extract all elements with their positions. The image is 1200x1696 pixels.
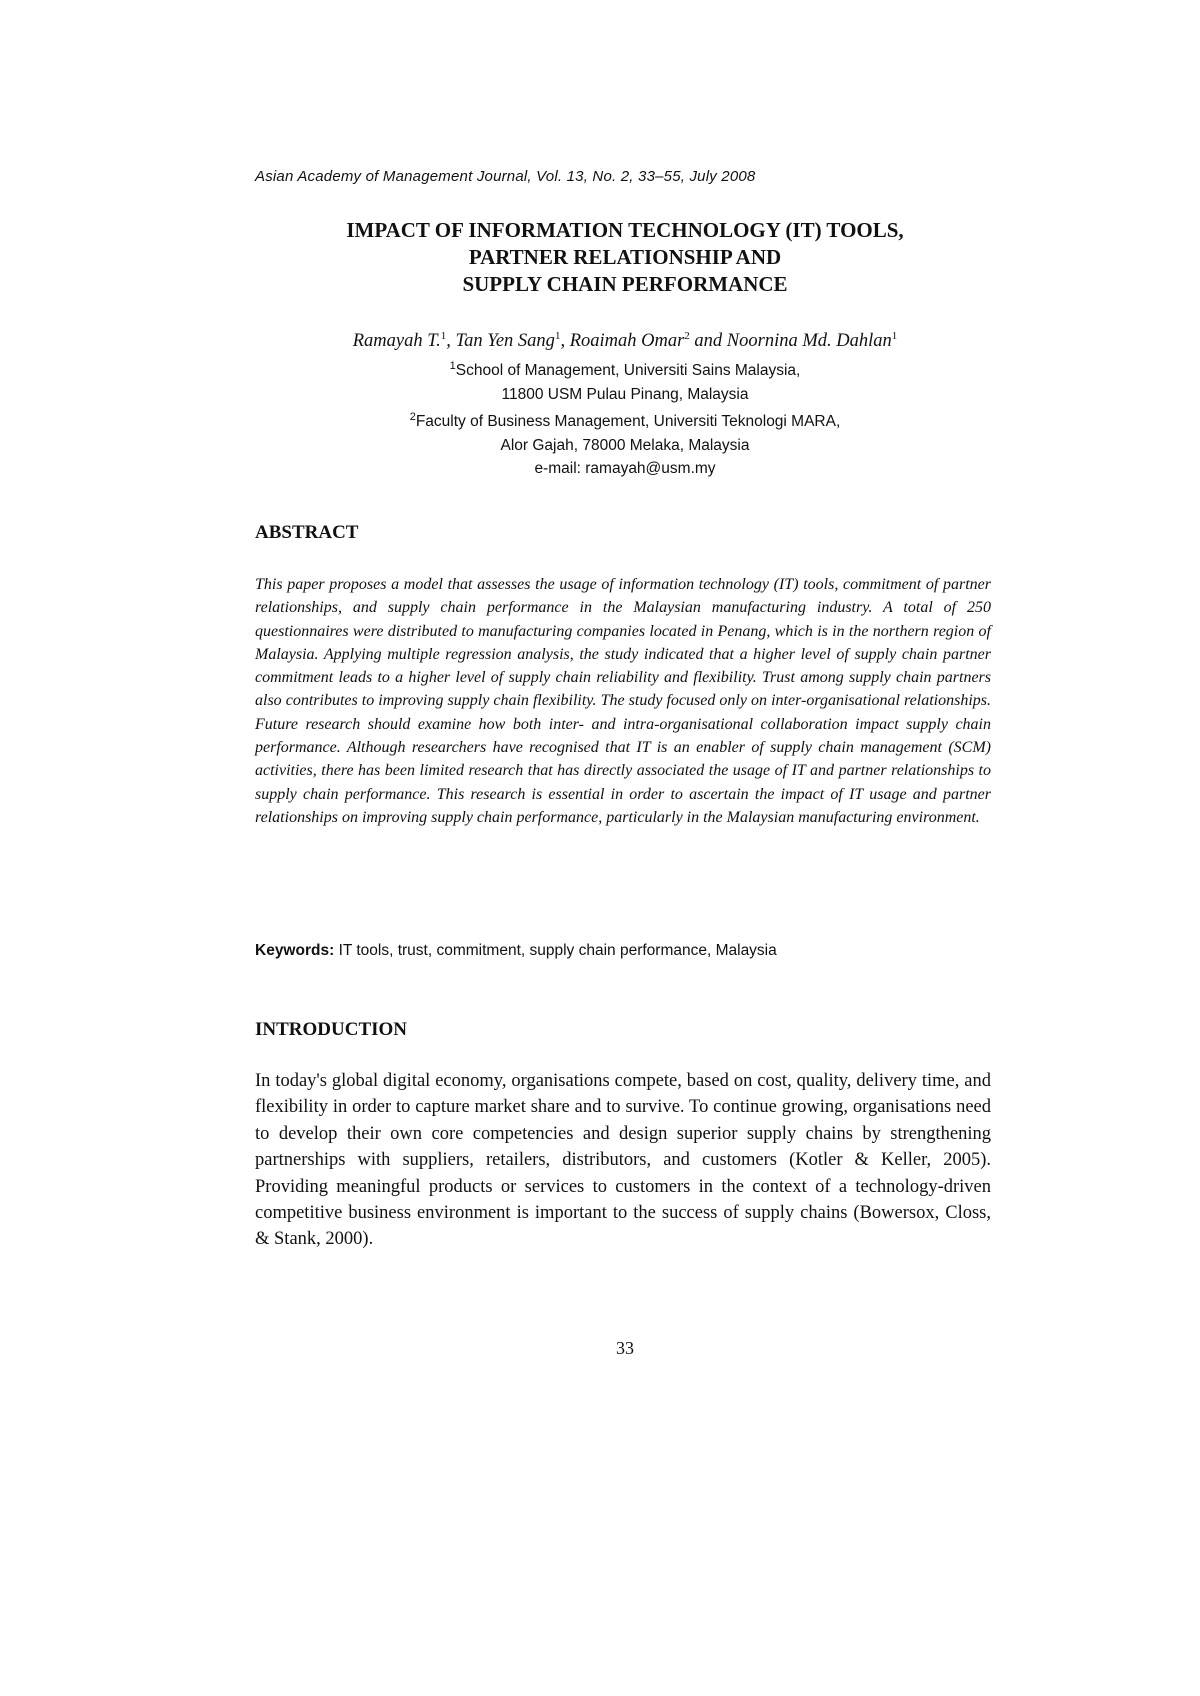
journal-running-head: Asian Academy of Management Journal, Vol. 13, No. 2, 33–55, July 2008	[255, 168, 756, 185]
introduction-text: In today's global digital economy, organisations compete, based on cost, quality, delivery time, and flexibility in order to capture market share and to survive. To continue growing, organisations need to develop their own core competencies and design superior supply chains by strengthening partnerships with suppliers, retailers, distributors, and customers (Kotler & Keller, 2005). Providing meaningful products or services to customers in the context of a technology-driven competitive business environment is important to the success of supply chains (Bowersox, Closs, & Stank, 2000).	[255, 1071, 991, 1250]
affiliation-1-mark: 1	[449, 360, 456, 372]
keywords-line	[255, 942, 1015, 960]
contact-email: e-mail: ramayah@usm.my	[534, 460, 716, 478]
affiliations	[255, 355, 995, 481]
page-number: 33	[616, 1338, 634, 1358]
introduction-heading: INTRODUCTION	[255, 1019, 408, 1040]
affiliation-2-mark: 2	[409, 411, 416, 424]
keywords-label: Keywords:	[255, 942, 335, 959]
author-3-affiliation-mark: 2	[684, 330, 690, 342]
author-4-affiliation-mark: 1	[891, 330, 898, 342]
affiliation-1-line-1	[255, 355, 995, 383]
author-separator: ,	[446, 331, 456, 352]
author-3: Roaimah Omar	[569, 331, 685, 352]
title-line-2: PARTNER RELATIONSHIP AND	[468, 245, 782, 269]
author-separator: and	[689, 331, 727, 352]
affiliation-2-line-1	[255, 406, 995, 434]
paper-title	[255, 217, 995, 298]
affiliation-1-line-2: 11800 USM Pulau Pinang, Malaysia	[501, 385, 749, 403]
affiliation-1-name: School of Management, Universiti Sains Malaysia,	[455, 362, 801, 380]
abstract-text: This paper proposes a model that assesses the usage of information technology (IT) tools, commitment of partner relationships, and supply chain performance in the Malaysian manufacturing industry. A total of 250 questionnaires were distributed to manufacturing companies located in Penang, which is in the northern region of Malaysia. Applying multiple regression analysis, the study indicated that a higher level of supply chain partner commitment leads to a higher level of supply chain reliability and flexibility. Trust among supply chain partners also contributes to improving supply chain flexibility. The study focused only on inter-organisational relationships. Future research should examine how both inter- and intra-organisational collaboration impact supply chain performance. Although researchers have recognised that IT is an enabler of supply chain management (SCM) activities, there has been limited research that has directly associated the usage of IT and partner relationships to supply chain performance. This research is essential in order to ascertain the impact of IT usage and partner relationships on improving supply chain performance, particularly in the Malaysian manufacturing environment.	[255, 576, 991, 826]
author-separator: ,	[560, 331, 570, 352]
author-4: Noornina Md. Dahlan	[726, 331, 892, 352]
keywords-values: IT tools, trust, commitment, supply chain performance, Malaysia	[338, 942, 777, 959]
title-line-3: SUPPLY CHAIN PERFORMANCE	[462, 272, 788, 296]
author-list	[255, 330, 995, 352]
author-1-affiliation-mark: 1	[440, 330, 447, 342]
affiliation-2-line-2: Alor Gajah, 78000 Melaka, Malaysia	[500, 436, 750, 454]
author-1: Ramayah T.	[352, 331, 441, 352]
author-2: Tan Yen Sang	[455, 331, 555, 352]
author-2-affiliation-mark: 1	[554, 330, 561, 342]
abstract-heading: ABSTRACT	[255, 522, 359, 543]
title-line-1: IMPACT OF INFORMATION TECHNOLOGY (IT) TOOLS,	[346, 218, 904, 242]
affiliation-2-name: Faculty of Business Management, Universiti Teknologi MARA,	[415, 413, 841, 431]
